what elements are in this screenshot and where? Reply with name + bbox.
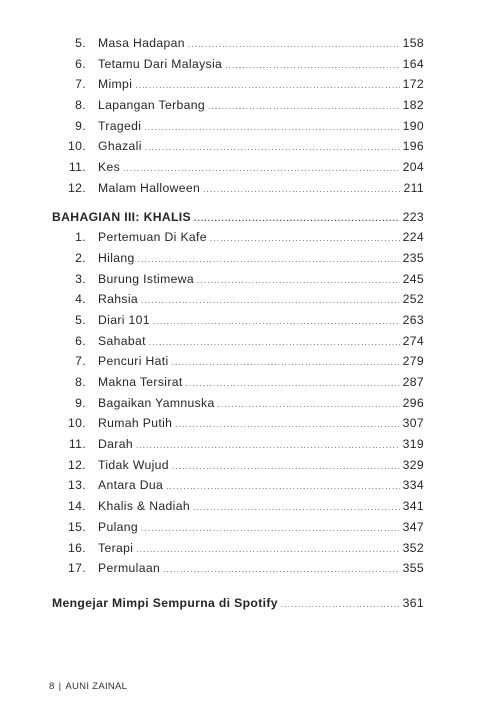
entry-title: Tidak Wujud — [98, 457, 169, 472]
toc-entry — [52, 272, 424, 293]
toc-entry — [52, 437, 424, 458]
toc-entry — [52, 313, 424, 334]
toc-entry — [52, 541, 424, 562]
entry-page: 172 — [402, 77, 424, 92]
part-heading — [52, 210, 424, 231]
entry-page: 204 — [402, 160, 424, 175]
entry-number: 17. — [68, 561, 86, 576]
dot-leader — [166, 482, 399, 491]
closing-entry — [52, 596, 424, 617]
entry-title: Burung Istimewa — [98, 271, 195, 286]
dot-leader — [225, 61, 399, 70]
entry-page: 279 — [402, 354, 424, 369]
dot-leader — [145, 143, 400, 152]
entry-page: 158 — [402, 36, 424, 50]
entry-page: 334 — [402, 478, 424, 493]
entry-number: 7. — [75, 354, 86, 369]
dot-leader — [281, 600, 400, 609]
entry-page: 287 — [402, 375, 424, 389]
entry-page: 352 — [402, 540, 424, 555]
toc-entry — [52, 499, 424, 520]
entry-title: Permulaan — [98, 561, 161, 576]
entry-page: 182 — [402, 98, 424, 113]
entry-number: 6. — [75, 56, 86, 71]
entry-title: Bagaikan Yamnuska — [98, 395, 215, 410]
dot-leader — [136, 441, 400, 450]
entry-title: Lapangan Terbang — [98, 98, 206, 113]
entry-number: 10. — [68, 416, 86, 431]
dot-leader — [186, 379, 400, 388]
dot-leader — [141, 524, 400, 533]
dot-leader — [193, 503, 400, 512]
part-page: 223 — [402, 209, 424, 224]
footer-separator: | — [58, 681, 62, 692]
toc-entry — [52, 375, 424, 396]
entry-page: 341 — [402, 499, 424, 514]
entry-number: 9. — [75, 118, 86, 133]
closing-page: 361 — [402, 595, 424, 610]
entry-title: Pencuri Hati — [98, 354, 169, 369]
entry-number: 2. — [75, 250, 86, 265]
toc-entry — [52, 292, 424, 313]
dot-leader — [175, 420, 399, 429]
toc-entry — [52, 416, 424, 437]
closing-title: Mengejar Mimpi Sempurna di Spotify — [52, 595, 278, 610]
dot-leader — [218, 400, 400, 409]
dot-leader — [208, 102, 400, 111]
entry-number: 11. — [68, 437, 86, 452]
entry-number: 12. — [68, 180, 86, 195]
entry-page: 235 — [402, 250, 424, 265]
dot-leader — [210, 234, 400, 243]
page-footer — [49, 681, 127, 692]
entry-title: Tetamu Dari Malaysia — [98, 56, 223, 71]
entry-number: 10. — [68, 139, 86, 154]
dot-leader — [153, 317, 400, 326]
entry-number: 3. — [75, 271, 86, 286]
toc-entry — [52, 181, 424, 202]
toc-entry — [52, 561, 424, 582]
entry-page: 196 — [402, 139, 424, 154]
entry-title: Sahabat — [98, 333, 146, 348]
dot-leader — [141, 296, 400, 305]
dot-leader — [172, 358, 400, 367]
entry-title: Rumah Putih — [98, 416, 173, 431]
entry-title: Makna Tersirat — [98, 375, 183, 389]
toc-entry — [52, 396, 424, 417]
entry-number: 13. — [68, 478, 86, 493]
toc-entry — [52, 119, 424, 140]
entry-title: Tragedi — [98, 118, 142, 133]
dot-leader — [149, 338, 400, 347]
dot-leader — [138, 255, 400, 264]
toc-entry — [52, 520, 424, 541]
toc-entry — [52, 230, 424, 251]
entry-title: Pulang — [98, 519, 139, 534]
entry-number: 14. — [68, 499, 86, 514]
entry-title: Ghazali — [98, 139, 142, 154]
toc-entry — [52, 77, 424, 98]
toc-entry — [52, 334, 424, 355]
entry-title: Kes — [98, 160, 121, 175]
toc-entry — [52, 160, 424, 181]
entry-title: Diari 101 — [98, 312, 150, 327]
entry-page: 307 — [402, 416, 424, 431]
entry-title: Khalis & Nadiah — [98, 499, 190, 514]
entry-title: Terapi — [98, 540, 134, 555]
entry-page: 245 — [402, 271, 424, 286]
entry-number: 16. — [68, 540, 86, 555]
toc-entry — [52, 57, 424, 78]
dot-leader — [203, 185, 400, 194]
dot-leader — [123, 164, 400, 173]
entry-page: 190 — [402, 118, 424, 133]
entry-number: 12. — [68, 457, 86, 472]
entry-number: 8. — [75, 98, 86, 113]
toc-entry — [52, 98, 424, 119]
entry-title: Darah — [98, 437, 133, 452]
entry-title: Rahsia — [98, 292, 139, 307]
dot-leader — [188, 40, 400, 49]
part-title: BAHAGIAN III: KHALIS — [52, 209, 192, 224]
entry-number: 5. — [75, 36, 86, 50]
toc-entry — [52, 354, 424, 375]
entry-page: 263 — [402, 312, 424, 327]
entry-page: 252 — [402, 292, 424, 307]
dot-leader — [194, 214, 400, 223]
entry-page: 319 — [402, 437, 424, 452]
entry-number: 11. — [68, 160, 86, 175]
entry-page: 347 — [402, 519, 424, 534]
entry-page: 355 — [402, 561, 424, 576]
entry-title: Antara Dua — [98, 478, 164, 493]
dot-leader — [144, 123, 399, 132]
toc-entry — [52, 458, 424, 479]
footer-author: AUNI ZAINAL — [65, 681, 128, 692]
dot-leader — [135, 81, 399, 90]
toc-entry — [52, 139, 424, 160]
entry-number: 7. — [75, 77, 86, 92]
entry-title: Malam Halloween — [98, 180, 201, 195]
toc-entry — [52, 251, 424, 272]
dot-leader — [163, 565, 400, 574]
table-of-contents — [52, 36, 424, 617]
dot-leader — [172, 462, 400, 471]
dot-leader — [136, 545, 399, 554]
entry-number: 5. — [75, 312, 86, 327]
entry-page: 164 — [402, 56, 424, 71]
entry-page: 211 — [403, 180, 424, 195]
entry-number: 8. — [75, 375, 86, 389]
entry-number: 4. — [75, 292, 86, 307]
footer-page-number: 8 — [49, 681, 55, 692]
entry-number: 15. — [68, 519, 86, 534]
entry-title: Mimpi — [98, 77, 133, 92]
entry-number: 6. — [75, 333, 86, 348]
entry-title: Pertemuan Di Kafe — [98, 230, 207, 245]
toc-entry — [52, 478, 424, 499]
entry-page: 224 — [402, 230, 424, 245]
entry-title: Hilang — [98, 250, 135, 265]
dot-leader — [197, 276, 400, 285]
entry-page: 274 — [402, 333, 424, 348]
entry-title: Masa Hadapan — [98, 36, 185, 50]
entry-number: 9. — [75, 395, 86, 410]
toc-entry — [52, 36, 424, 57]
entry-number: 1. — [75, 230, 86, 245]
entry-page: 329 — [402, 457, 424, 472]
entry-page: 296 — [402, 395, 424, 410]
